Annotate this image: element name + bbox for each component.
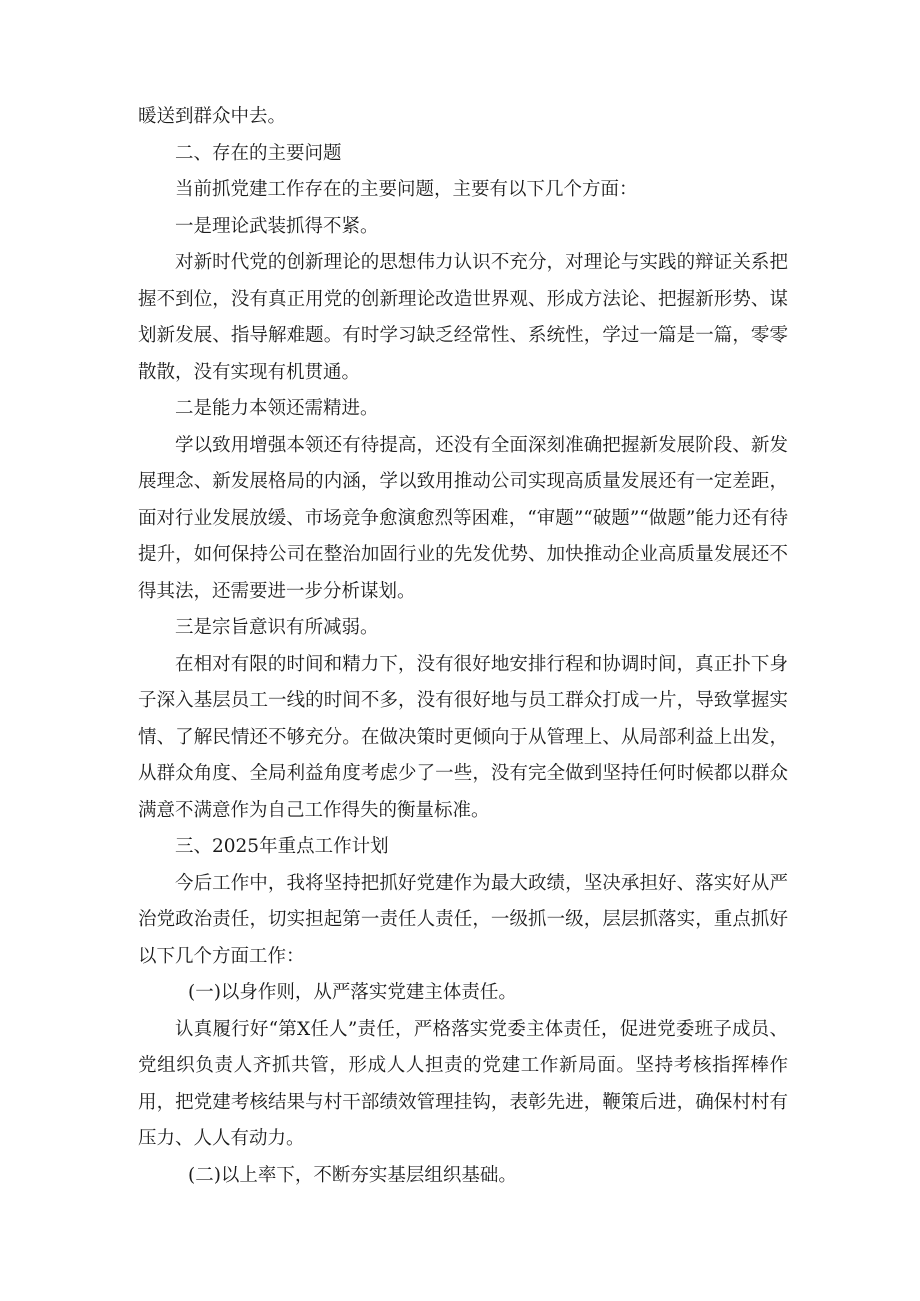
subheading-theory: 一是理论武装抓得不紧。 — [175, 215, 379, 237]
document-page — [138, 99, 788, 1194]
subheading-purpose: 三是宗旨意识有所减弱。 — [175, 617, 379, 638]
paragraph-continuation: 暖送到群众中去。 — [138, 106, 287, 127]
paragraph-responsibility: 认真履行好“第X任人”责任，严格落实党委主体责任，促进党委班子成员、党组织负责人齐抓共管，形成人人担责的党建工作新局面。坚持考核指挥棒作用，把党建考核结果与村干部绩效管理挂钩，表彰先进，鞭策后进，确保村村有压力、人人有动力。 — [138, 1018, 788, 1149]
paragraph-intro-problems: 当前抓党建工作存在的主要问题，主要有以下几个方面： — [175, 179, 638, 200]
section-heading-problems: 二、存在的主要问题 — [175, 142, 342, 164]
paragraph-theory: 对新时代党的创新理论的思想伟力认识不充分，对理论与实践的辩证关系把握不到位，没有真正用党的创新理论改造世界观、形成方法论、把握新形势、谋划新发展、指导解难题。有时学习缺乏经常性、系统性，学过一篇是一篇，零零散散，没有实现有机贯通。 — [138, 252, 788, 383]
subheading-ability: 二是能力本领还需精进。 — [175, 398, 379, 419]
subheading-lead-by-example: (一)以身作则，从严落实党建主体责任。 — [188, 982, 517, 1003]
section-heading-plan: 三、2025年重点工作计划 — [175, 836, 389, 857]
paragraph-plan-intro: 今后工作中，我将坚持把抓好党建作为最大政绩，坚决承担好、落实好从严治党政治责任，切实担起第一责任人责任，一级抓一级，层层抓落实，重点抓好以下几个方面工作： — [138, 872, 788, 967]
paragraph-purpose: 在相对有限的时间和精力下，没有很好地安排行程和协调时间，真正扑下身子深入基层员工一线的时间不多，没有很好地与员工群众打成一片，导致掌握实情、了解民情还不够充分。在做决策时更倾向于从管理上、从局部利益上出发，从群众角度、全局利益角度考虑少了一些，没有完全做到坚持任何时候都以群众满意不满意作为自己工作得失的衡量标准。 — [138, 653, 788, 821]
paragraph-ability: 学以致用增强本领还有待提高，还没有全面深刻准确把握新发展阶段、新发展理念、新发展格局的内涵，学以致用推动公司实现高质量发展还有一定差距，面对行业发展放缓、市场竞争愈演愈烈等困难，“审题”“破题”“做题”能力还有待提升，如何保持公司在整治加固行业的先发优势、加快推动企业高质量发展还不得其法，还需要进一步分析谋划。 — [138, 434, 788, 602]
subheading-grassroots: (二)以上率下，不断夯实基层组织基础。 — [188, 1164, 517, 1186]
